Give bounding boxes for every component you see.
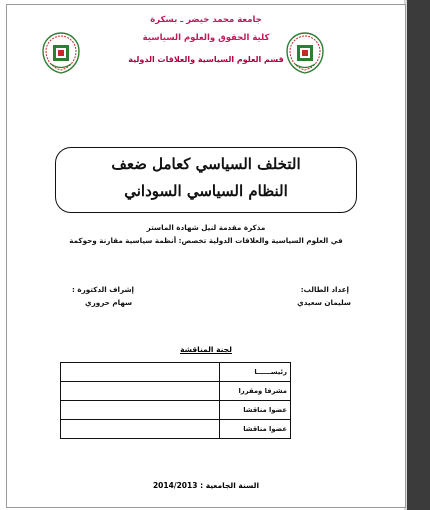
committee-role: مشرفا ومقررا [220, 382, 291, 401]
committee-table [60, 362, 291, 439]
committee-role: عضوا مناقشا [220, 420, 291, 439]
committee-member-cell [61, 420, 220, 439]
table-row [61, 363, 291, 382]
committee-role: رئيســــــا [220, 363, 291, 382]
table-row [61, 420, 291, 439]
student-label: إعداد الطالب: [300, 285, 349, 294]
table-row [61, 382, 291, 401]
thesis-title-line-1: التخلف السياسي كعامل ضعف [111, 155, 301, 173]
university-emblem-icon [41, 31, 81, 75]
supervisor-label: إشراف الدكتورة : [72, 285, 135, 294]
committee-member-cell [61, 382, 220, 401]
committee-member-cell [61, 401, 220, 420]
document-page [6, 4, 406, 508]
department-name: قسم العلوم السياسية والعلاقات الدولية [128, 55, 284, 64]
specialization-statement: في العلوم السياسية والعلاقات الدولية تخصص: أنظمة سياسية مقارنة وحوكمة [69, 236, 343, 245]
viewer-scrollbar-area[interactable] [407, 0, 430, 510]
student-name: سليمان سعيدي [297, 298, 351, 307]
committee-role: عضوا مناقشا [220, 401, 291, 420]
supervisor-name: سهام حروري [85, 298, 133, 307]
committee-title: لجنة المناقشة [180, 345, 232, 354]
thesis-title-box [55, 147, 357, 213]
thesis-title-line-2: النظام السياسي السوداني [124, 182, 288, 200]
university-name: جامعة محمد خيضر ـ بسكرة [150, 15, 262, 25]
academic-year: السنة الجامعية : 2014/2013 [152, 481, 260, 490]
faculty-name: كلية الحقوق والعلوم السياسية [142, 33, 270, 43]
degree-statement: مذكرة مقدمة لنيل شهادة الماستر [146, 223, 266, 232]
university-emblem-icon [285, 31, 325, 75]
table-row [61, 401, 291, 420]
committee-member-cell [61, 363, 220, 382]
